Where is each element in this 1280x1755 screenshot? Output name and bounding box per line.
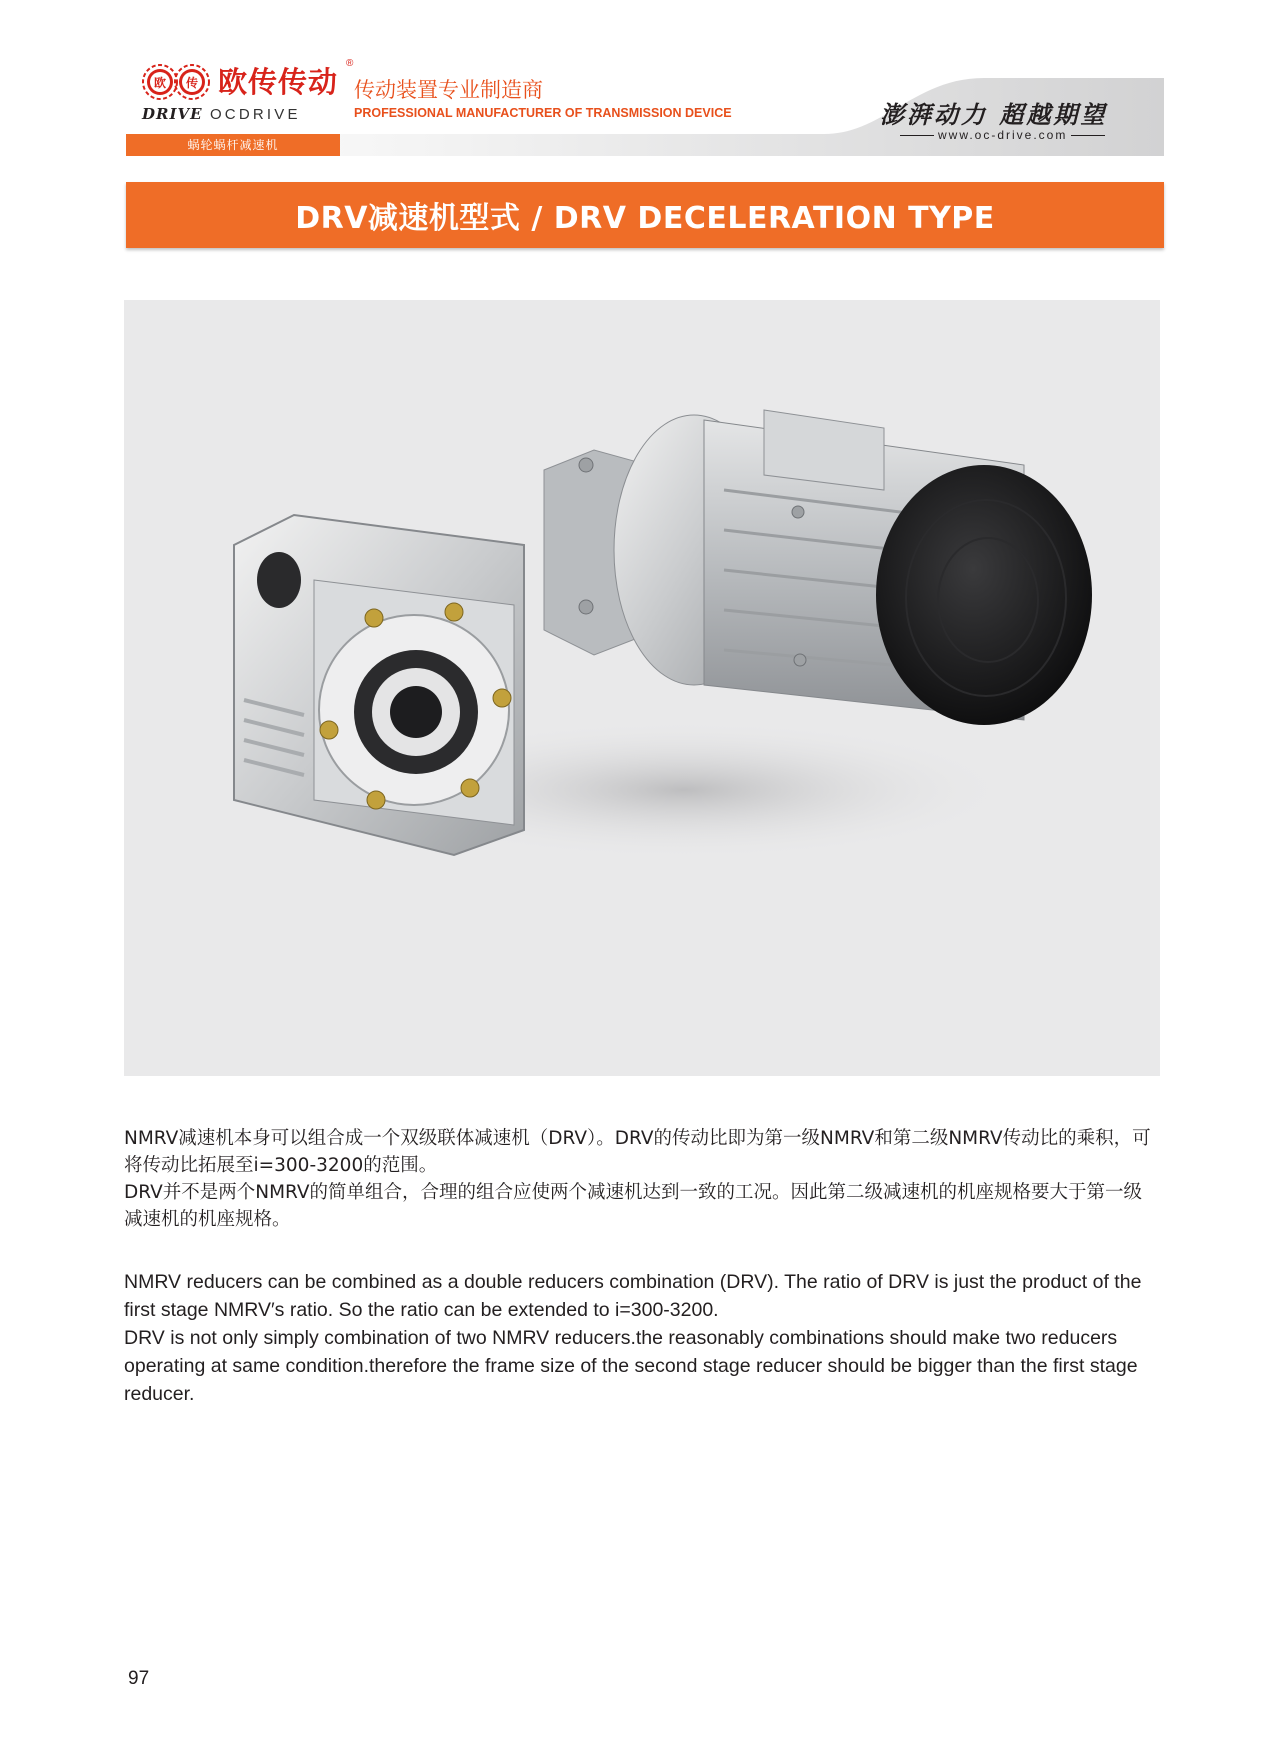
page-number: 97 (128, 1668, 150, 1689)
brand-logo (140, 58, 354, 123)
section-title-bar (126, 182, 1164, 248)
manufacturer-tagline-cn: 传动装置专业制造商 (354, 78, 543, 102)
paragraph-cn-2: DRV并不是两个NMRV的简单组合，合理的组合应使两个减速机达到一致的工况。因此第二级减速机的机座规格要大于第一级减速机的机座规格。 (124, 1182, 1143, 1230)
drv-gear-reducer-with-motor-icon (124, 300, 1160, 1076)
logo-ocdrive-text: OCDRIVE (209, 106, 301, 123)
category-tab: 蜗轮蜗杆减速机 (126, 134, 340, 156)
emblem-char-left: 欧 (153, 76, 167, 90)
description-english (124, 1268, 1164, 1408)
registered-mark-icon: ® (346, 58, 354, 69)
website-url: www.oc-drive.com (896, 128, 1109, 142)
emblem-char-right: 传 (185, 76, 199, 90)
logo-english-name (142, 105, 301, 123)
paragraph-cn-1: NMRV减速机本身可以组合成一个双级联体减速机（DRV）。DRV的传动比即为第一级NMRV和第二级NMRV传动比的乘积，可将传动比拓展至i=300-3200的范围。 (124, 1128, 1151, 1176)
logo-drive-mark: DRIVE (142, 105, 203, 123)
logo-chinese-name: 欧传传动 (218, 65, 339, 99)
brand-slogan: 澎湃动力 超越期望 (880, 100, 1108, 129)
page-title: DRV减速机型式 / DRV DECELERATION TYPE (295, 201, 995, 236)
manufacturer-tagline-en: PROFESSIONAL MANUFACTURER OF TRANSMISSION DEVICE (354, 106, 732, 120)
paragraph-en-1: NMRV reducers can be combined as a double reducers combination (DRV). The ratio of DRV is just the product of the first stage NMRV′s ratio. So the ratio can be extended to i=300-3200. (124, 1271, 1142, 1321)
product-photo (124, 300, 1160, 1076)
description-chinese (124, 1125, 1160, 1233)
gear-logo-icon (140, 60, 214, 104)
paragraph-en-2: DRV is not only simply combination of two NMRV reducers.the reasonably combinations should make two reducers operating at same condition.therefore the frame size of the second stage reducer should be bigger than the first stage reducer. (124, 1327, 1138, 1405)
